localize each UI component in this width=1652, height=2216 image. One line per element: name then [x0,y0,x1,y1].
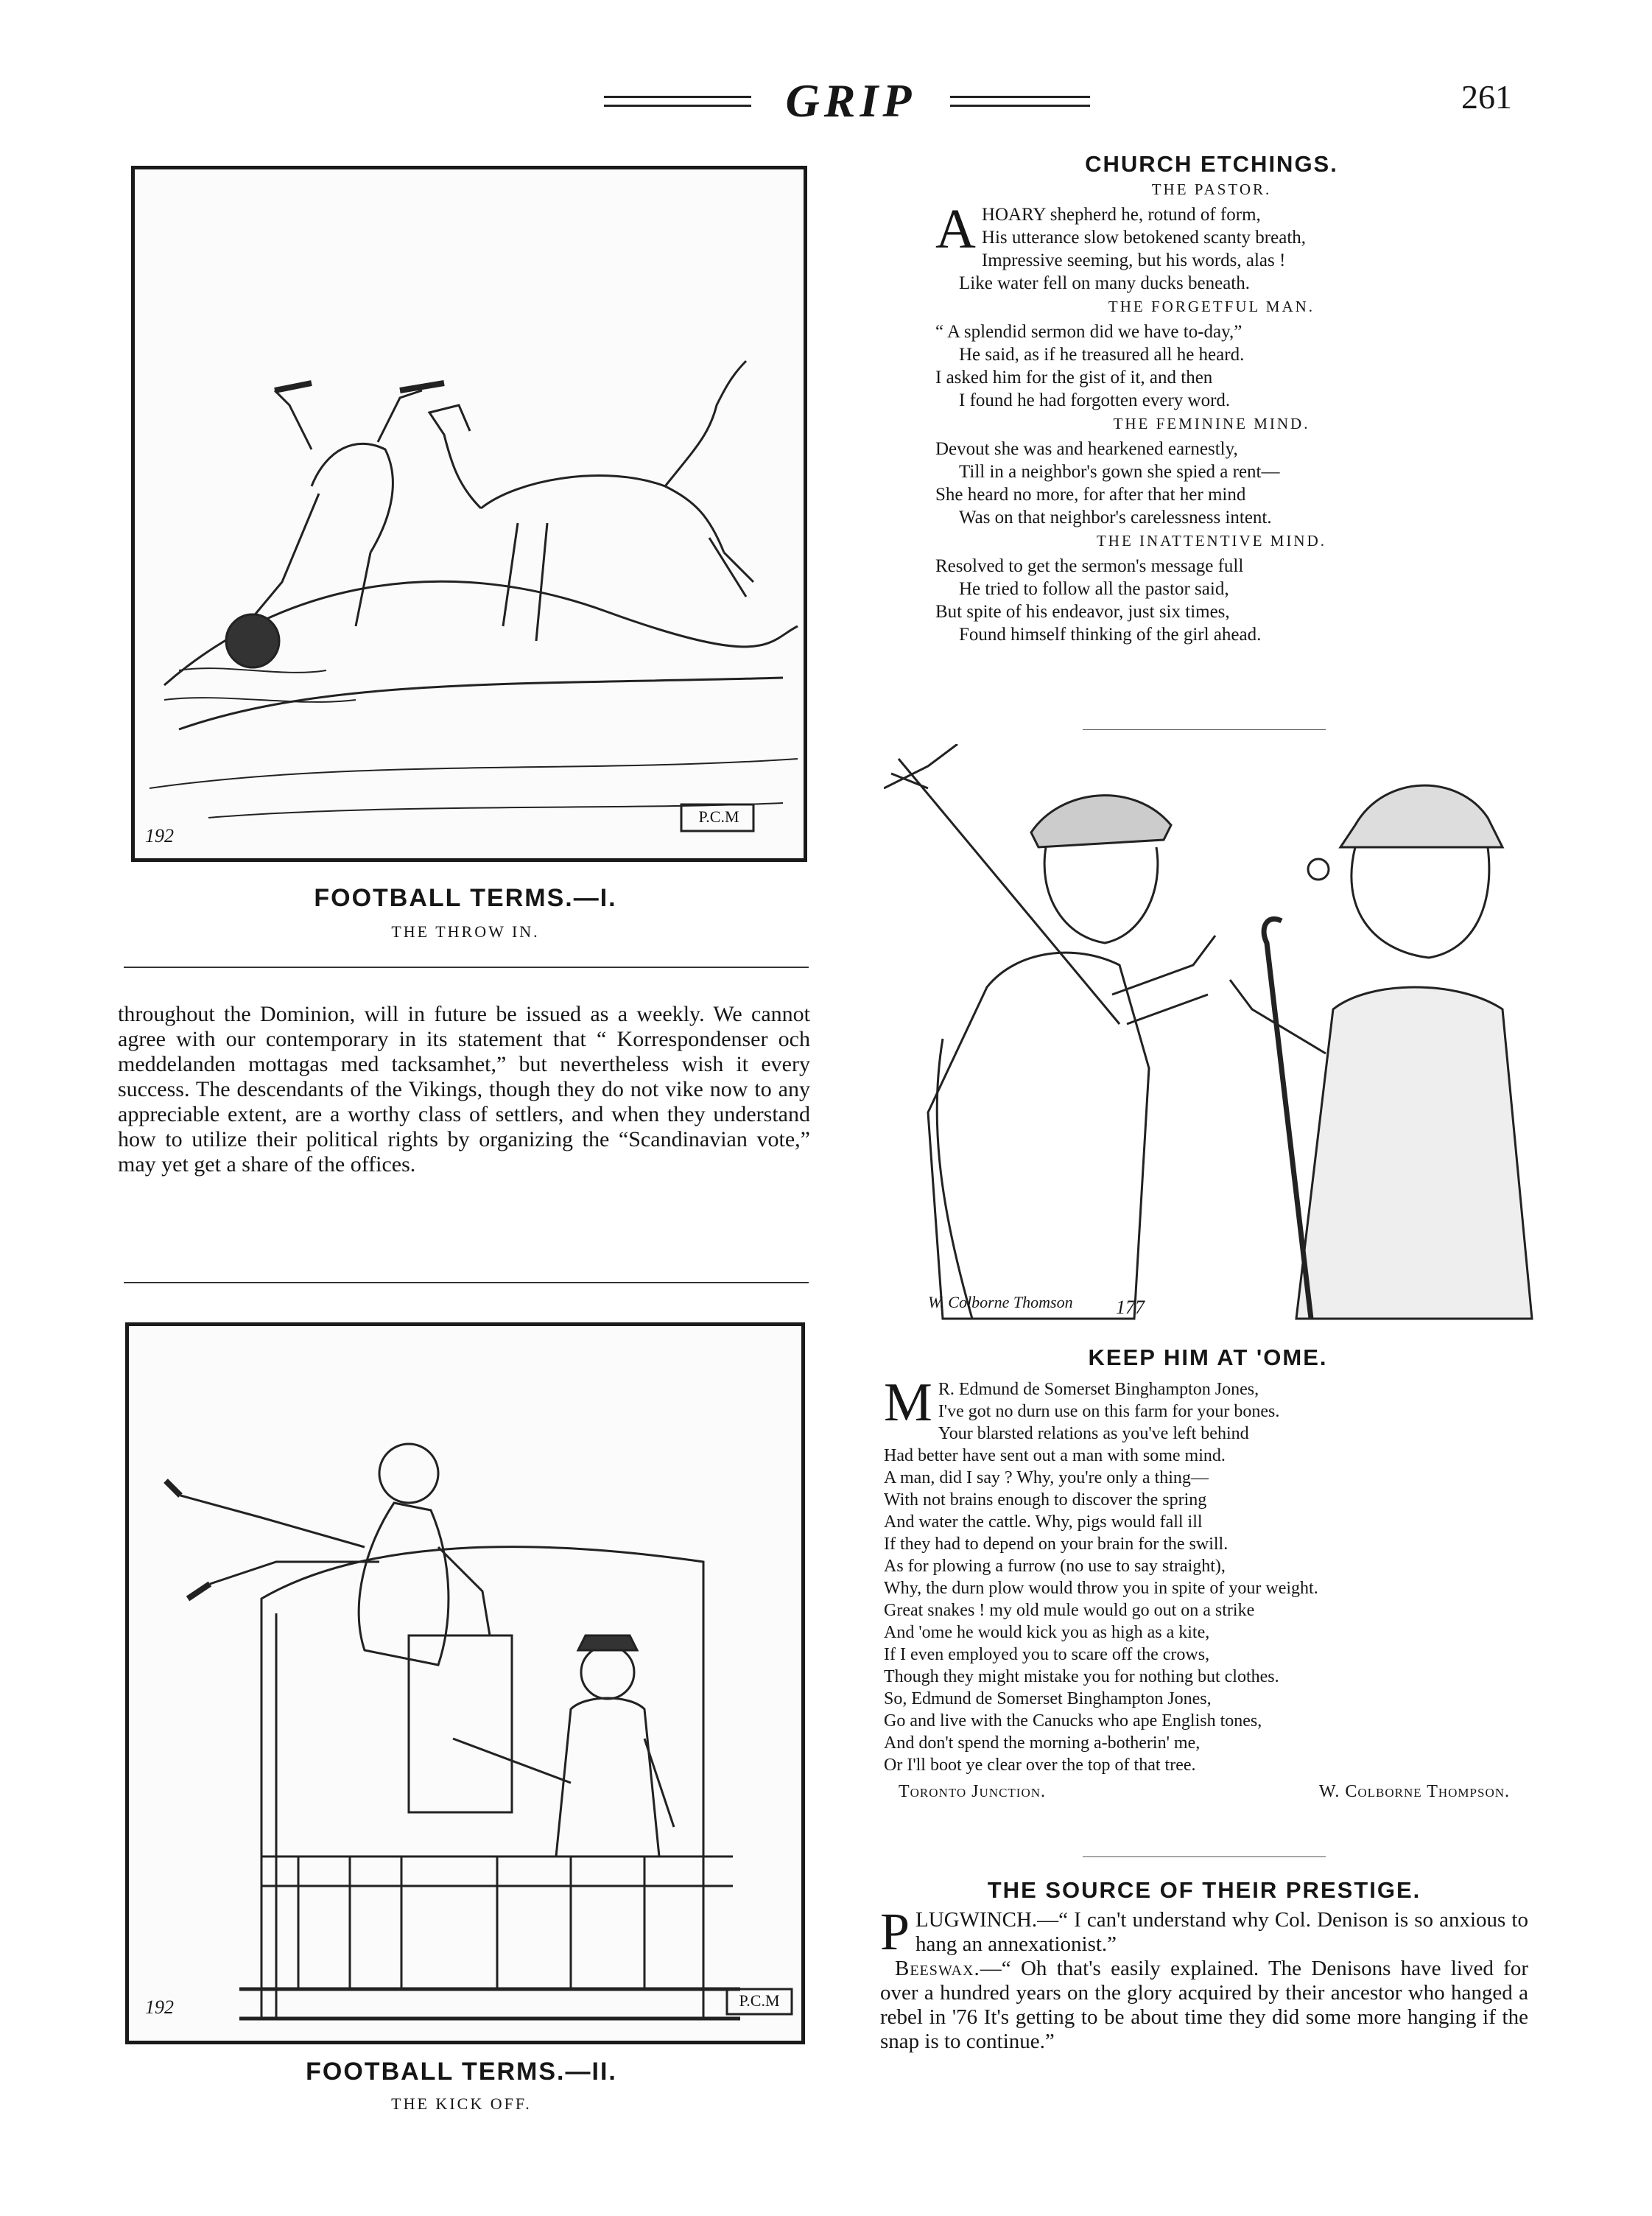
keep-him-line-6: With not brains enough to discover the spring [884,1490,1207,1510]
inattentive-line-1: Resolved to get the sermon's message full [935,556,1244,576]
article-scandinavian: throughout the Dominion, will in future be issued as a weekly. We cannot agree with our contemporary in its statement that “ Korrespondenser och meddelanden mottagas med tacksamhet,” but nevertheless wish it every success. The descendants of the Vikings, though they do not vike now to any appreciable extent, are a worthy class of settlers, and when they understand how to utilize their political rights by organizing the “Scandinavian vote,” may yet get a share of the offices. [118,1002,810,1177]
prestige-para-1 [880,1902,1528,1961]
feminine-line-2: Till in a neighbor's gown she spied a rent— [959,462,1280,482]
keep-him-line-7: And water the cattle. Why, pigs would fall ill [884,1512,1203,1532]
divider-4 [1083,1856,1326,1857]
keep-him-line-13: If I even employed you to scare off the crows, [884,1645,1210,1664]
cartoon-farmer-and-dandy-drawing [884,744,1539,1333]
masthead-rule-right [950,96,1090,98]
keep-him-line-10: Why, the durn plow would throw you in spite of your weight. [884,1579,1318,1598]
cartoon-throw-in [131,166,807,862]
keep-him-line-8: If they had to depend on your brain for the swill. [884,1535,1229,1554]
forgetful-line-1: “ A splendid sermon did we have to-day,” [935,322,1242,342]
keep-him-line-2: I've got no durn use on this farm for your bones. [938,1402,1280,1421]
prestige-title: THE SOURCE OF THEIR PRESTIGE. [987,1877,1421,1903]
feminine-heading: THE FEMININE MIND. [1113,415,1310,432]
divider-2 [124,1282,809,1283]
prestige-line-2: —“ Oh that's easily explained. The Denisons have lived for over a hundred years on the glory acquired by their ancestor who hanged a rebel in '76 It's getting to be about time they did some more hanging if the snap is to continue.” [880,1957,1528,2053]
inattentive-line-4: Found himself thinking of the girl ahead. [959,625,1262,645]
forgetful-stanza [935,320,1488,412]
keep-him-line-9: As for plowing a furrow (no use to say straight), [884,1557,1226,1576]
keep-him-line-15: So, Edmund de Somerset Binghampton Jones, [884,1689,1212,1708]
cartoon-farmer-and-dandy [884,744,1539,1333]
keep-him-line-12: And 'ome he would kick you as high as a kite, [884,1623,1210,1642]
feminine-line-1: Devout she was and hearkened earnestly, [935,439,1238,459]
cartoon-throw-in-drawing [135,169,804,858]
prestige-speaker-2: Beeswax. [895,1957,980,1980]
pastor-line-2: His utterance slow betokened scanty breath, [981,228,1307,248]
divider-1 [124,967,809,968]
forgetful-heading: THE FORGETFUL MAN. [1108,298,1315,315]
masthead-rule-right-2 [950,105,1090,107]
keep-him-line-16: Go and live with the Canucks who ape English tones, [884,1711,1262,1731]
keep-him-title: KEEP HIM AT 'OME. [1088,1344,1328,1370]
cartoon-kick-off-caption: FOOTBALL TERMS.—II. [306,2058,617,2086]
prestige-article [880,1877,1528,2054]
prestige-line-1: —“ I can't understand why Col. Denison is so anxious to hang an annexationist.” [915,1908,1528,1956]
masthead-title: GRIP [785,74,916,127]
cartoon-kick-off [125,1322,805,2044]
keep-him-dropcap: M [884,1372,932,1433]
cartoon-throw-in-signature: P.C.M [698,807,739,826]
cartoon-kick-off-signature: P.C.M [739,1991,780,2010]
keep-him-stanza [884,1372,1532,1776]
pastor-heading: THE PASTOR. [1151,180,1272,198]
pastor-line-3: Impressive seeming, but his words, alas ! [981,250,1286,270]
forgetful-line-2: He said, as if he treasured all he heard. [959,345,1245,365]
masthead-rule-left-2 [604,105,751,107]
cartoon-kick-off-subcaption: THE KICK OFF. [391,2094,532,2113]
page-number: 261 [1461,78,1512,116]
feminine-line-3: She heard no more, for after that her mind [935,485,1246,505]
forgetful-line-4: I found he had forgotten every word. [959,390,1231,410]
inattentive-line-3: But spite of his endeavor, just six times, [935,602,1230,622]
cartoon-throw-in-subcaption: THE THROW IN. [391,922,540,941]
keep-him-author: W. Colborne Thompson. [1318,1782,1510,1801]
keep-him-line-17: And don't spend the morning a-botherin' me, [884,1733,1201,1753]
inattentive-line-2: He tried to follow all the pastor said, [959,579,1229,599]
keep-him-signoff [884,1782,1532,1810]
keep-him-line-4: Had better have sent out a man with some mind. [884,1446,1226,1465]
inattentive-stanza [935,555,1488,646]
feminine-line-4: Was on that neighbor's carelessness intent. [959,508,1272,527]
keep-him-place: Toronto Junction. [899,1782,1047,1801]
keep-him-line-18: Or I'll boot ye clear over the top of that tree. [884,1756,1196,1775]
cartoon-throw-in-caption: FOOTBALL TERMS.—I. [314,884,617,912]
keep-him-line-1: R. Edmund de Somerset Binghampton Jones, [938,1380,1259,1399]
cartoon-farmer-signature: W. Colborne Thomson [928,1293,1073,1311]
cartoon-throw-in-plate-number: 192 [145,825,174,846]
church-etchings-title: CHURCH ETCHINGS. [1085,151,1338,177]
pastor-stanza [935,198,1488,295]
keep-him-line-11: Great snakes ! my old mule would go out on a strike [884,1601,1255,1620]
keep-him-poem [884,1344,1532,1810]
forgetful-line-3: I asked him for the gist of it, and then [935,368,1213,388]
church-etchings [935,151,1488,646]
pastor-dropcap: A [935,198,976,260]
prestige-dropcap: P [880,1902,910,1961]
keep-him-line-14: Though they might mistake you for nothing but clothes. [884,1667,1279,1686]
pastor-line-1: HOARY shepherd he, rotund of form, [981,205,1261,225]
prestige-speaker-1: LUGWINCH. [915,1908,1038,1932]
prestige-para-2 [880,1957,1528,2054]
cartoon-kick-off-drawing [129,1326,801,2041]
masthead-rule-left [604,96,751,98]
keep-him-line-5: A man, did I say ? Why, you're only a thing— [884,1468,1209,1487]
pastor-line-4: Like water fell on many ducks beneath. [959,273,1250,293]
divider-3 [1083,729,1326,730]
cartoon-kick-off-plate-number: 192 [145,1996,174,2018]
cartoon-farmer-plate-number: 177 [1116,1297,1145,1318]
feminine-stanza [935,438,1488,529]
keep-him-line-3: Your blarsted relations as you've left behind [938,1424,1249,1443]
inattentive-heading: THE INATTENTIVE MIND. [1096,532,1327,550]
masthead [0,74,1652,133]
